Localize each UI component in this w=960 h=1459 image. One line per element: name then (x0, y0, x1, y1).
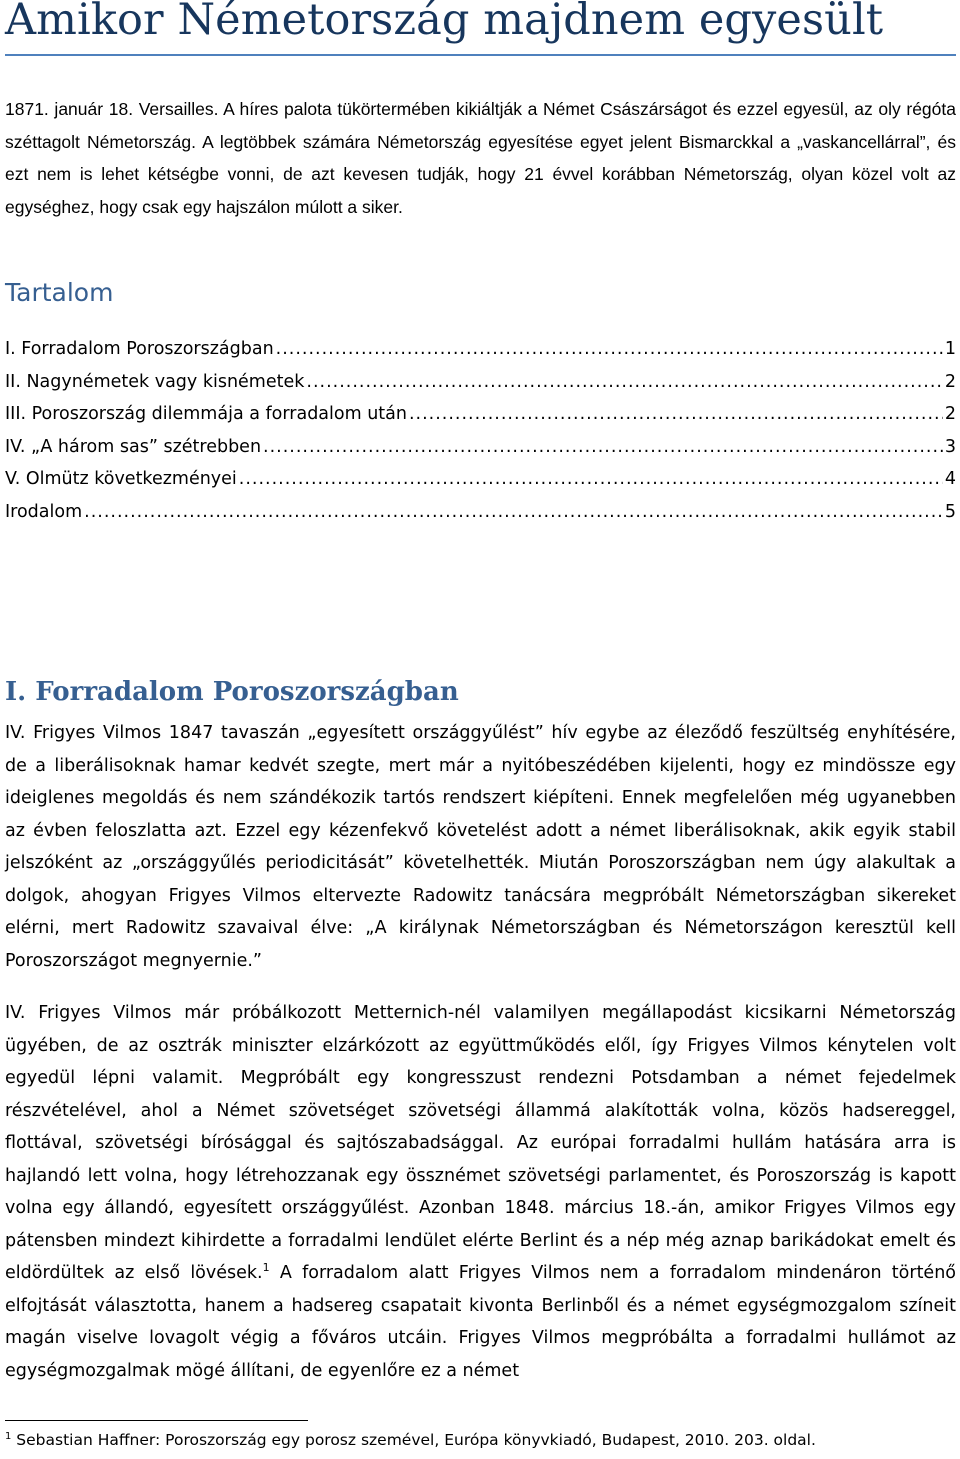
footnote-reference[interactable]: 1 (262, 1261, 270, 1275)
toc-leader (84, 502, 943, 522)
toc-entry-page: 2 (944, 404, 956, 425)
toc-leader (239, 469, 943, 489)
toc-entry-label: III. Poroszország dilemmája a forradalom után (5, 404, 407, 425)
toc-entry[interactable] (5, 339, 956, 372)
toc-entry-page: 2 (944, 371, 956, 392)
footnote-mark: 1 (5, 1430, 12, 1442)
toc-entry-page: 3 (944, 436, 956, 457)
toc-leader (306, 372, 942, 392)
toc-entry[interactable] (5, 502, 956, 535)
toc-entry[interactable] (5, 404, 956, 437)
document-title: Amikor Németország majdnem egyesült (5, 0, 884, 45)
toc-entry[interactable] (5, 469, 956, 502)
footnote-separator (5, 1420, 308, 1421)
intro-paragraph: 1871. január 18. Versailles. A híres palota tükörtermében kikiáltják a Német Császárságot és ezzel egyesül, az oly régóta széttagolt Németország. A legtöbbek számára Németország egyesítése egyet jelent Bismarckkal a „vaskancellárral”, és ezt nem is lehet kétségbe vonni, de azt kevesen tudják, hogy 21 évvel korábban Németország, olyan közel volt az egységhez, hogy csak egy hajszálon múlott a siker. (5, 99, 956, 217)
toc-leader (409, 404, 943, 424)
toc-entry-label: II. Nagynémetek vagy kisnémetek (5, 371, 305, 392)
toc-entry[interactable] (5, 372, 956, 405)
footnote-text: Sebastian Haffner: Poroszország egy porosz szemével, Európa könyvkiadó, Budapest, 2010. 203. oldal. (11, 1431, 816, 1449)
toc-entry-page: 4 (944, 469, 956, 490)
toc-entry-label: V. Olmütz következményei (5, 469, 237, 490)
toc-entry-label: Irodalom (5, 501, 83, 522)
toc-leader (276, 339, 943, 359)
footnote (5, 1431, 816, 1449)
body-paragraph: IV. Frigyes Vilmos 1847 tavaszán „egyesített országgyűlést” hív egybe az éleződő feszültség enyhítésére, de a liberálisoknak hamar kedvét szegte, mert már a nyitóbeszédében kijelenti, hogy ez mindössze egy ideiglenes megoldás és nem szándékozik tartós rendszert kiépíteni. Ennek megfelelően még ugyanebben az évben feloszlatta azt. Ezzel egy kézenfekvő követelést adott a német liberálisoknak, akik egyik stabil jelszóként az „országgyűlés periodicitását” követelhették. Miután Poroszországban nem úgy alakultak a dolgok, ahogyan Frigyes Vilmos eltervezte Radowitz tanácsára megpróbált Németországban sikereket elérni, mert Radowitz szavaival élve: „A királynak Németországban és Németországon keresztül kell Poroszországot megnyernie.” (5, 723, 956, 971)
paragraph-text: IV. Frigyes Vilmos már próbálkozott Metternich-nél valamilyen megállapodást kicsikarni Németország ügyében, de az osztrák miniszter elzárkózott az együttműködés elől, így Frigyes Vilmos kénytelen volt egyedül lépni valamit. Megpróbált egy kongresszust rendezni Potsdamban a német fejedelmek részvételével, ahol a Német szövetséget szövetségi állammá alakították volna, közös hadsereggel, flottával, szövetségi bírósággal és sajtószabadsággal. Az európai forradalmi hullám hatására arra is hajlandó lett volna, hogy létrehozzanak egy össznémet szövetségi parlamentet, és Poroszország is kapott volna egy állandó, egyesített országgyűlést. Azonban 1848. március 18.-án, amikor Frigyes Vilmos egy pátensben mindezt kihirdette a forradalmi lendület elérte Berlint és a nép még aznap barikádokat emelt és eldördültek az első lövések. (5, 1003, 956, 1283)
paragraph-text: A forradalom alatt Frigyes Vilmos nem a forradalom mindenáron történő elfojtását választotta, hanem a hadsereg csapatait kivonta Berlinből és a német egységmozgalom színeit magán viselve lovagolt végig a főváros utcáin. Frigyes Vilmos megpróbálta a forradalmi hullámot az egységmozgalmak mögé állítani, de egyenlőre ez a német (5, 1263, 956, 1381)
section-heading: I. Forradalom Poroszországban (5, 677, 459, 707)
toc-entry-label: IV. „A három sas” szétrebben (5, 436, 262, 457)
toc-entry-page: 5 (944, 501, 956, 522)
title-underline (5, 54, 956, 56)
table-of-contents (5, 339, 956, 535)
toc-entry-label: I. Forradalom Poroszországban (5, 339, 274, 359)
body-paragraph (5, 997, 956, 1387)
toc-entry[interactable] (5, 437, 956, 470)
toc-entry-page: 1 (944, 339, 956, 359)
toc-leader (263, 437, 943, 457)
toc-heading: Tartalom (5, 278, 114, 307)
